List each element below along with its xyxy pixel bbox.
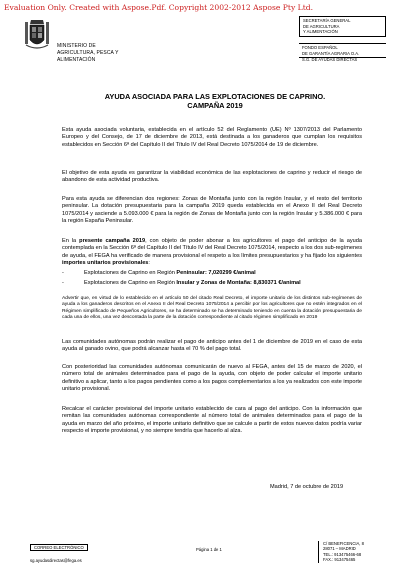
coat-of-arms-logo (22, 16, 52, 52)
secretaria-line: DE AGRICULTURA (303, 23, 340, 29)
address-line: TEL.: 913475466-68 (323, 551, 362, 557)
fondo-box (299, 43, 386, 58)
email-label: CORREO ELECTRÓNICO (30, 544, 88, 551)
bullet-amount: Insular y Zonas de Montaña: 8,830371 €/animal (176, 280, 301, 286)
ministry-line: AGRICULTURA, PESCA Y (57, 50, 119, 56)
campaign-text: , con objeto de poder abonar a los agricultores el pago del anticipo de la ayuda contemplada en la Sección 6ª del Capítulo II del Título IV del Real Decreto 1075/2014, respecto a los dos sub-regímenes de ayuda, el FEGA ha verificado de manera provisional el respeto a los límites presupuestarios y ha fijado los siguientes (62, 238, 363, 259)
postal-address (318, 541, 364, 563)
bullet-text: Explotaciones de Caprino en Región (84, 280, 177, 286)
bullet-dash: - (62, 270, 64, 276)
evaluation-watermark: Evaluation Only. Created with Aspose.Pdf. Copyright 2002-2012 Aspose Pty Ltd. (4, 3, 314, 12)
secretaria-line: SECRETARÍA GENERAL (303, 18, 351, 23)
paragraph-advertir: Advertir que, en virtud de lo establecido en el artículo 50 del citado Real Decreto, el importe unitario de los distintos sub-regímenes de ayuda a los ganaderos descritos en el Anexo II del Real Decreto 1075/2014 a percibir por los agricultores que no estén integrados en el Régimen simplificado de Pequeños Agricultores, se ha determinado se ha determinado teniendo en cuenta la dotación presupuestaria de cada una de ellos, una vez descontada la parte de la dotación correspondiente al citado régimen simplificado en 2019 (62, 296, 362, 321)
bullet-dash: - (62, 280, 64, 286)
campaign-text: En la (62, 238, 80, 244)
paragraph-posterioridad: Con posterioridad las comunidades autónomas comunicarán de nuevo al FEGA, antes del 15 de marzo de 2020, el número total de animales determinados para el pago de la ayuda, con objeto de poder calcular el importe unitario definitivo a aplicar, tanto a los pagos pendientes como a los pagos complementarios a los ya realizados con este importe unitario provisional. (62, 364, 362, 392)
paragraph-regions: Para esta ayuda se diferencian dos regiones: Zonas de Montaña junto con la región Insular, y el resto del territorio peninsular. La dotación presupuestaria para la campaña 2019 queda establecida en el Anexo II del Real Decreto 1075/2014 y asciende a 5.093.000 € para la región de Zonas de Montaña junto con la región Insular y 5.386.000 € para la región España Peninsular. (62, 196, 362, 224)
secretaria-line: Y ALIMENTACIÓN (303, 29, 338, 35)
bullet-peninsular (62, 270, 362, 277)
bullet-text: Explotaciones de Caprino en Región (84, 270, 177, 276)
address-line: C/ BENEFICENCIA, 8 (323, 541, 364, 546)
paragraph-objective: El objetivo de esta ayuda es garantizar la viabilidad económica de las explotaciones de caprino y reducir el riesgo de abandono de esta actividad productiva. (62, 170, 362, 184)
title-line: AYUDA ASOCIADA PARA LAS EXPLOTACIONES DE CAPRINO. (104, 92, 326, 101)
paragraph-campaign (62, 238, 362, 267)
fondo-line: DE GARANTÍA AGRARIA O.A. (302, 50, 360, 56)
ministry-name (57, 43, 119, 64)
address-line: 28071 – MADRID (323, 546, 356, 552)
paragraph-intro: Esta ayuda asociada voluntaria, establecida en el artículo 52 del Reglamento (UE) Nº 1307/2013 del Parlamento Europeo y del Consejo, de 17 de diciembre de 2013, está destinada a los ganaderos que cumplan los requisitos establecidos en Sección 6ª del Capítulo II del Título IV del Real Decreto 1075/2014 de 19 de diciembre. (62, 127, 362, 148)
fondo-line: FONDO ESPAÑOL (302, 45, 338, 50)
campaign-bold: presente campaña 2019 (79, 238, 146, 244)
campaign-text: : (148, 259, 150, 266)
paragraph-recalcar: Recalcar el carácter provisional del importe unitario establecido de cara al pago del anticipo. Con la información que remitan las comunidades autónomas correspondiente al número total de animales determinados para el pago de la ayuda en marzo del año próximo, el importe unitario definitivo que se calcule a partir de estos nuevos datos podría variar respecto el importe provisional, y no siempre tendría que hacerlo al alza. (62, 406, 362, 434)
page-number: Página 1 de 1 (196, 547, 222, 552)
bullet-amount: Peninsular: 7,020299 €/animal (176, 270, 256, 276)
address-line: FAX.: 913475465 (323, 557, 356, 563)
document-title (60, 92, 370, 110)
email-address[interactable]: sg.ayudasdirectas@fega.es (30, 558, 82, 563)
campaign-bold: importes unitarios provisionales (62, 259, 149, 266)
document-date: Madrid, 7 de octubre de 2019 (270, 484, 344, 490)
ministry-line: MINISTERIO DE (57, 43, 96, 49)
bullet-insular (62, 280, 362, 287)
paragraph-anticipo: Las comunidades autónomas podrán realizar el pago de anticipo antes del 1 de diciembre de 2019 en el caso de esta ayuda al ganado ovino, que podrá alcanzar hasta el 70 % del pago total. (62, 339, 362, 353)
subdirection-label: S.G. DE AYUDAS DIRECTAS (302, 57, 358, 62)
secretaria-box (299, 16, 386, 37)
title-line: CAMPAÑA 2019 (187, 101, 243, 110)
ministry-line: ALIMENTACIÓN (57, 57, 96, 63)
